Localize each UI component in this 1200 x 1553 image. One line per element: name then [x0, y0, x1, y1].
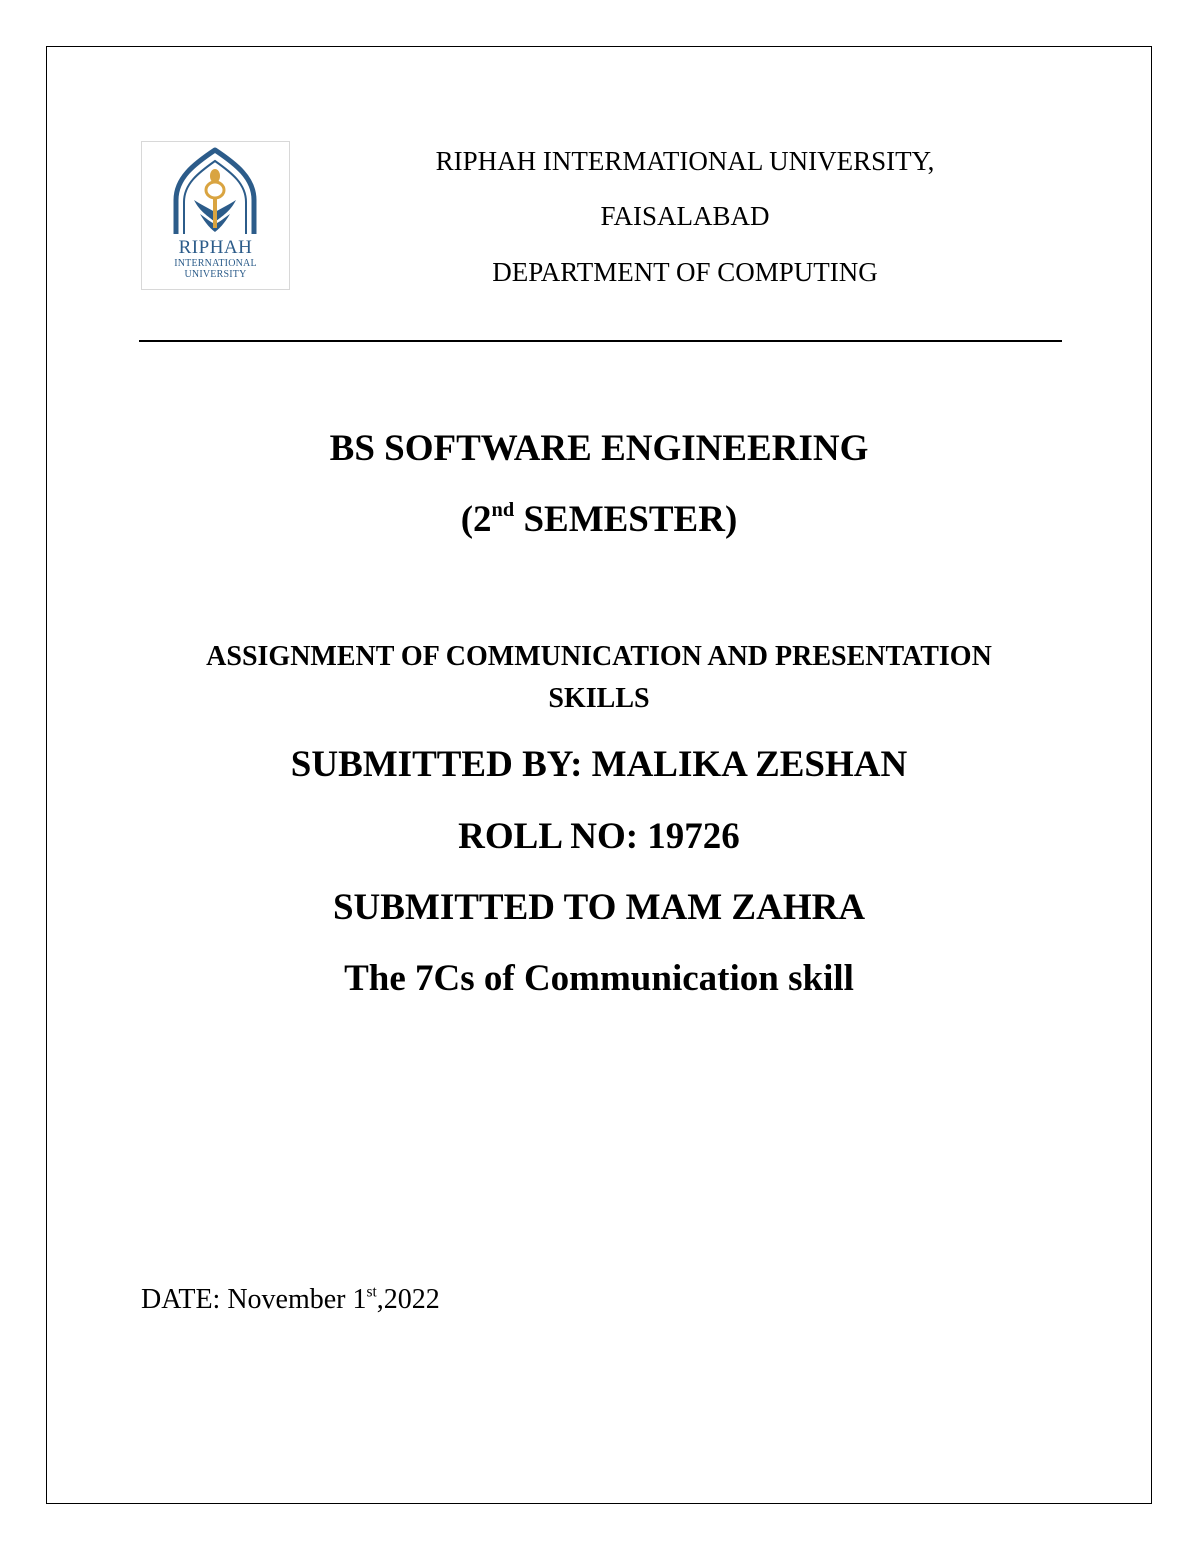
assignment-topic: The 7Cs of Communication skill — [344, 958, 854, 999]
department-name: DEPARTMENT OF COMPUTING — [492, 257, 878, 287]
submitted-to: SUBMITTED TO MAM ZAHRA — [332, 887, 866, 928]
semester-ordinal: nd — [491, 498, 515, 521]
date-prefix: DATE: November 1 — [141, 1284, 367, 1315]
date-year: ,2022 — [376, 1284, 440, 1315]
header-divider — [139, 340, 1062, 342]
semester-rest: SEMESTER) — [514, 499, 738, 540]
university-logo — [141, 141, 290, 290]
roll-number: ROLL NO: 19726 — [458, 816, 740, 857]
logo-name: RIPHAH — [178, 237, 253, 258]
logo-line3: UNIVERSITY — [184, 269, 247, 280]
submission-date — [141, 1283, 440, 1315]
semester-open: (2 — [460, 499, 492, 540]
program-title: BS SOFTWARE ENGINEERING — [329, 428, 869, 469]
city-name: FAISALABAD — [600, 201, 770, 231]
university-name: RIPHAH INTERMATIONAL UNIVERSITY, — [435, 146, 935, 176]
logo-line2: INTERNATIONAL — [174, 258, 257, 269]
assignment-line-2: SKILLS — [548, 683, 650, 714]
date-ordinal: st — [366, 1283, 377, 1301]
semester-line — [46, 498, 1152, 540]
assignment-line-1: ASSIGNMENT OF COMMUNICATION AND PRESENTATION — [206, 641, 992, 672]
submitted-by: SUBMITTED BY: MALIKA ZESHAN — [290, 744, 908, 785]
